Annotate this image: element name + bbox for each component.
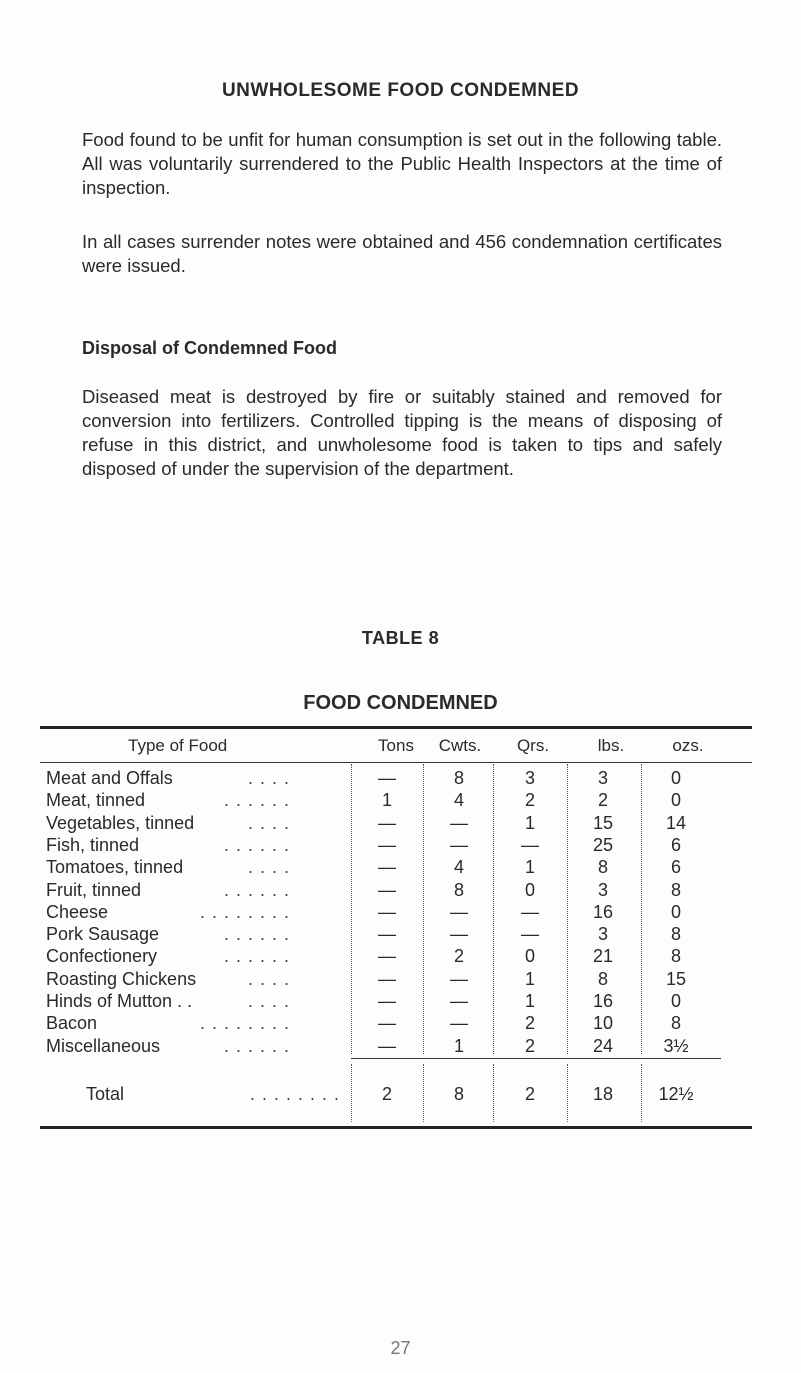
cell-qrs: 1 — [524, 812, 535, 833]
food-type: Confectionery — [46, 946, 158, 967]
cell-ozs: 15 — [665, 968, 687, 989]
header-rule — [40, 762, 752, 763]
cell-cwts: 2 — [453, 946, 464, 967]
cell-cwts: — — [450, 812, 468, 833]
total-label: Total — [86, 1084, 125, 1104]
cell-cwts: — — [450, 991, 468, 1011]
cell-lbs: 16 — [592, 901, 614, 922]
intro-paragraph: Food found to be unfit for human consumption is set out in the following table. All was voluntarily surrendered to the Public Health Inspectors at the time of inspection. — [82, 129, 722, 198]
cell-ozs: 8 — [670, 946, 681, 967]
cell-tons: — — [378, 812, 396, 833]
cell-lbs: 3 — [597, 768, 608, 788]
cell-ozs: 0 — [670, 768, 681, 788]
cell-ozs: 6 — [670, 834, 681, 855]
dot-leader: . . . . . . — [223, 790, 290, 811]
certificates-paragraph: In all cases surrender notes were obtained and 456 condemnation certificates were issued. — [82, 231, 722, 276]
cell-qrs: 2 — [524, 790, 535, 811]
cell-tons: — — [378, 901, 396, 922]
cell-cwts: — — [450, 968, 468, 989]
food-type: Fish, tinned — [46, 834, 140, 855]
table-row — [0, 790, 801, 812]
table-row — [0, 835, 801, 857]
cell-lbs: 8 — [597, 968, 608, 989]
table-row — [0, 880, 801, 902]
cell-tons: — — [378, 1013, 396, 1034]
dot-leader: . . . . — [247, 768, 290, 788]
cell-lbs: 24 — [592, 1035, 614, 1056]
cell-lbs: 10 — [592, 1013, 614, 1034]
table-subtitle: FOOD CONDEMNED — [303, 692, 498, 714]
header-cwts: Cwts. — [438, 736, 482, 755]
table-row — [0, 946, 801, 968]
dot-leader: . . . . . . — [223, 879, 290, 900]
cell-cwts: — — [450, 1013, 468, 1034]
header-tons: Tons — [378, 736, 414, 755]
cell-ozs: 3½ — [663, 1035, 689, 1056]
cell-lbs: 16 — [592, 991, 614, 1011]
cell-tons: — — [378, 946, 396, 967]
food-type: Meat and Offals — [46, 768, 173, 788]
table-top-rule — [40, 726, 752, 729]
table-row — [0, 768, 801, 790]
dot-leader: . . . . . . . . — [199, 901, 290, 922]
dot-leader: . . . . . . . . — [199, 1013, 290, 1034]
cell-ozs: 8 — [670, 924, 681, 945]
total-cwts: 8 — [453, 1084, 464, 1104]
cell-ozs: 6 — [670, 857, 681, 878]
dot-leader: . . . . . . — [223, 1035, 290, 1056]
cell-qrs: 2 — [524, 1035, 535, 1056]
cell-lbs: 3 — [597, 879, 608, 900]
cell-qrs: 3 — [524, 768, 535, 788]
cell-tons: — — [378, 924, 396, 945]
cell-qrs: — — [521, 924, 539, 945]
cell-cwts: — — [450, 834, 468, 855]
total-leader: . . . . . . . . — [249, 1084, 340, 1104]
cell-qrs: 1 — [524, 968, 535, 989]
cell-lbs: 2 — [597, 790, 608, 811]
food-type: Fruit, tinned — [46, 879, 142, 900]
food-type: Vegetables, tinned — [46, 812, 195, 833]
cell-tons: — — [378, 768, 396, 788]
cell-lbs: 3 — [597, 924, 608, 945]
cell-cwts: 4 — [453, 857, 464, 878]
cell-tons: — — [378, 879, 396, 900]
cell-tons: — — [378, 991, 396, 1011]
table-row — [0, 991, 801, 1013]
cell-lbs: 21 — [592, 946, 614, 967]
cell-tons: — — [378, 857, 396, 878]
total-lbs: 18 — [592, 1084, 614, 1104]
food-type: Hinds of Mutton . . — [46, 991, 193, 1011]
disposal-heading: Disposal of Condemned Food — [82, 338, 337, 358]
cell-qrs: — — [521, 901, 539, 922]
table-row — [0, 857, 801, 879]
page-heading: UNWHOLESOME FOOD CONDEMNED — [221, 80, 580, 101]
dot-leader: . . . . — [247, 812, 290, 833]
table-row — [0, 813, 801, 835]
cell-cwts: — — [450, 924, 468, 945]
disposal-paragraph: Diseased meat is destroyed by fire or suitably stained and removed for conversion into fertilizers. Controlled tipping is the means of disposing of refuse in this district, and unwholesome food is taken to tips and safely disposed of under the supervision of the department. — [82, 386, 722, 479]
cell-cwts: 4 — [453, 790, 464, 811]
table-row — [0, 1036, 801, 1058]
cell-qrs: 2 — [524, 1013, 535, 1034]
food-type: Tomatoes, tinned — [46, 857, 184, 878]
cell-cwts: 8 — [453, 768, 464, 788]
header-qrs: Qrs. — [516, 736, 550, 755]
cell-qrs: — — [521, 834, 539, 855]
cell-cwts: 8 — [453, 879, 464, 900]
total-rule — [351, 1058, 721, 1059]
cell-qrs: 0 — [524, 946, 535, 967]
cell-tons: 1 — [381, 790, 392, 811]
cell-ozs: 0 — [670, 901, 681, 922]
dot-leader: . . . . . . — [223, 924, 290, 945]
cell-ozs: 8 — [670, 879, 681, 900]
cell-lbs: 8 — [597, 857, 608, 878]
total-ozs: 12½ — [658, 1084, 694, 1104]
total-tons: 2 — [381, 1084, 392, 1104]
cell-cwts: 1 — [453, 1035, 464, 1056]
header-lbs: lbs. — [597, 736, 625, 755]
header-type-of-food: Type of Food — [128, 736, 228, 755]
cell-tons: — — [378, 1035, 396, 1056]
table-row — [0, 969, 801, 991]
dot-leader: . . . . — [247, 991, 290, 1011]
dot-leader: . . . . — [247, 968, 290, 989]
cell-qrs: 1 — [524, 991, 535, 1011]
cell-tons: — — [378, 968, 396, 989]
food-type: Roasting Chickens — [46, 968, 197, 989]
cell-qrs: 1 — [524, 857, 535, 878]
food-type: Cheese — [46, 901, 109, 922]
dot-leader: . . . . — [247, 857, 290, 878]
cell-qrs: 0 — [524, 879, 535, 900]
cell-lbs: 25 — [592, 834, 614, 855]
cell-ozs: 0 — [670, 790, 681, 811]
cell-ozs: 14 — [665, 812, 687, 833]
food-type: Meat, tinned — [46, 790, 146, 811]
table-row — [0, 924, 801, 946]
total-row — [0, 1084, 801, 1106]
table-row — [0, 1013, 801, 1035]
food-type: Bacon — [46, 1013, 98, 1034]
dot-leader: . . . . . . — [223, 834, 290, 855]
cell-tons: — — [378, 834, 396, 855]
cell-ozs: 0 — [670, 991, 681, 1011]
dot-leader: . . . . . . — [223, 946, 290, 967]
total-qrs: 2 — [524, 1084, 535, 1104]
table-title: TABLE 8 — [361, 628, 440, 648]
cell-cwts: — — [450, 901, 468, 922]
cell-ozs: 8 — [670, 1013, 681, 1034]
table-row — [0, 902, 801, 924]
cell-lbs: 15 — [592, 812, 614, 833]
page-number: 27 — [390, 1338, 411, 1358]
header-ozs: ozs. — [672, 736, 704, 755]
food-type: Miscellaneous — [46, 1035, 161, 1056]
table-bottom-rule — [40, 1126, 752, 1129]
food-type: Pork Sausage — [46, 924, 160, 945]
